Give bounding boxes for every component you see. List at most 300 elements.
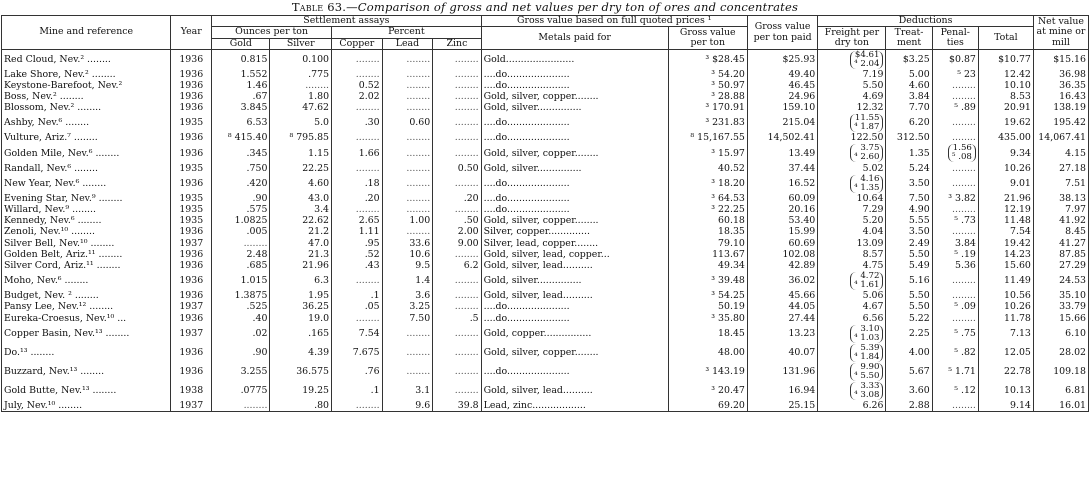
cell-freight [818, 381, 886, 400]
cell-gross: ³ 54.25 [668, 290, 747, 301]
cell-treat: 5.67 [886, 362, 932, 381]
header-year: Year [171, 16, 212, 50]
cell-total: 12.19 [978, 204, 1033, 215]
cell-freight [818, 343, 886, 362]
cell-year: 1936 [171, 69, 212, 80]
cell-gross: ³ 18.20 [668, 174, 747, 193]
bracketed-value: 9.90 [860, 362, 880, 372]
cell-treat: $3.25 [886, 50, 932, 70]
cell-pen: $0.87 [932, 50, 978, 70]
cell-zinc: ........ [433, 271, 481, 290]
cell-treat: 312.50 [886, 133, 932, 144]
cell-gold: .90 [212, 193, 270, 204]
cell-pen: ........ [932, 290, 978, 301]
cell-copper: ........ [332, 271, 383, 290]
cell-copper: ........ [332, 400, 383, 412]
cell-copper: 7.675 [332, 343, 383, 362]
cell-freight [818, 50, 886, 70]
cell-net: 36.35 [1033, 80, 1088, 91]
cell-paid: 53.40 [747, 216, 817, 227]
bracketed-values [850, 272, 883, 290]
cell-copper: .76 [332, 362, 383, 381]
cell-gold: .685 [212, 260, 270, 271]
cell-copper: ........ [332, 103, 383, 114]
cell-silver: 21.96 [270, 260, 332, 271]
cell-metals: Gold, silver, lead.......... [481, 381, 668, 400]
cell-copper: .95 [332, 238, 383, 249]
cell-metals: Gold, silver, lead.......... [481, 290, 668, 301]
cell-copper: .05 [332, 302, 383, 313]
cell-year: 1936 [171, 91, 212, 102]
cell-silver: 36.575 [270, 362, 332, 381]
cell-total: 11.78 [978, 313, 1033, 324]
cell-year: 1936 [171, 271, 212, 290]
cell-total: 10.10 [978, 80, 1033, 91]
cell-year: 1936 [171, 227, 212, 238]
cell-pen: ........ [932, 80, 978, 91]
header-penalties: Penal-ties [932, 27, 978, 50]
bracketed-values [850, 51, 883, 69]
cell-freight: 4.04 [818, 227, 886, 238]
cell-net: 41.92 [1033, 216, 1088, 227]
cell-pen: ³ 3.82 [932, 193, 978, 204]
cell-silver: 19.0 [270, 313, 332, 324]
cell-total: 11.49 [978, 271, 1033, 290]
cell-year: 1937 [171, 324, 212, 343]
table-row [2, 290, 1089, 301]
cell-copper: .52 [332, 249, 383, 260]
cell-total: 12.05 [978, 343, 1033, 362]
cell-copper: 2.65 [332, 216, 383, 227]
cell-gold: .420 [212, 174, 270, 193]
bracketed-value: ⁴ 3.08 [854, 389, 880, 400]
cell-treat: 5.50 [886, 249, 932, 260]
cell-total: $10.77 [978, 50, 1033, 70]
cell-gold: .525 [212, 302, 270, 313]
header-total: Total [978, 27, 1033, 50]
cell-net: 16.43 [1033, 91, 1088, 102]
cell-paid: 20.16 [747, 204, 817, 215]
cell-net: 195.42 [1033, 114, 1088, 133]
cell-treat: 5.00 [886, 69, 932, 80]
table-title: —Comparison of gross and net values per dry ton of ores and concentrates [346, 0, 799, 14]
cell-year: 1935 [171, 193, 212, 204]
cell-copper: 0.52 [332, 80, 383, 91]
cell-gold: 1.552 [212, 69, 270, 80]
table-row [2, 204, 1089, 215]
cell-zinc: ........ [433, 174, 481, 193]
cell-silver: 4.39 [270, 343, 332, 362]
cell-zinc: .20 [433, 193, 481, 204]
cell-copper: 2.02 [332, 91, 383, 102]
cell-treat: 5.16 [886, 271, 932, 290]
cell-paid: 49.40 [747, 69, 817, 80]
cell-copper: 1.11 [332, 227, 383, 238]
cell-mine: Silver Bell, Nev.¹⁰ ........ [2, 238, 171, 249]
bracketed-values [850, 114, 883, 132]
header-gross-value: Gross value per ton [668, 27, 747, 50]
cell-zinc: ........ [433, 249, 481, 260]
bracketed-value: 3.33 [860, 381, 880, 391]
cell-copper: ........ [332, 163, 383, 174]
cell-silver: 22.62 [270, 216, 332, 227]
cell-zinc: 2.00 [433, 227, 481, 238]
cell-lead: 3.25 [382, 302, 433, 313]
cell-freight: 10.64 [818, 193, 886, 204]
cell-lead: ........ [382, 163, 433, 174]
cell-gross: 48.00 [668, 343, 747, 362]
cell-mine: Boss, Nev.² ........ [2, 91, 171, 102]
cell-treat: 7.70 [886, 103, 932, 114]
cell-zinc: ........ [433, 91, 481, 102]
cell-zinc: ........ [433, 69, 481, 80]
cell-metals: ....do..................... [481, 133, 668, 144]
cell-silver: .165 [270, 324, 332, 343]
cell-gold: 1.0825 [212, 216, 270, 227]
table-row [2, 69, 1089, 80]
cell-total: 9.14 [978, 400, 1033, 412]
cell-treat: 5.49 [886, 260, 932, 271]
cell-mine: Ashby, Nev.⁶ ........ [2, 114, 171, 133]
cell-total: 20.91 [978, 103, 1033, 114]
cell-gross: ³ 28.88 [668, 91, 747, 102]
cell-freight: 122.50 [818, 133, 886, 144]
bracketed-value: ⁴ 1.03 [854, 332, 880, 343]
cell-treat: 3.50 [886, 227, 932, 238]
bracketed-value: 4.16 [860, 174, 880, 184]
header-ounces: Ounces per ton [212, 27, 332, 38]
bracketed-values [948, 144, 976, 162]
bracketed-values [850, 344, 883, 362]
cell-metals: ....do..................... [481, 80, 668, 91]
cell-gross: 79.10 [668, 238, 747, 249]
cell-year: 1936 [171, 144, 212, 163]
cell-gold: .750 [212, 163, 270, 174]
cell-mine: July, Nev.¹⁰ ........ [2, 400, 171, 412]
cell-copper: ........ [332, 133, 383, 144]
cell-gold: 1.015 [212, 271, 270, 290]
cell-silver: 36.25 [270, 302, 332, 313]
cell-freight: 5.50 [818, 80, 886, 91]
cell-gross: ³ 50.97 [668, 80, 747, 91]
cell-mine: Golden Belt, Ariz.¹¹ ........ [2, 249, 171, 260]
cell-zinc: ........ [433, 80, 481, 91]
cell-copper: 1.66 [332, 144, 383, 163]
cell-gross: 49.34 [668, 260, 747, 271]
bracketed-value: ⁴ 1.35 [854, 182, 880, 193]
cell-mine: Blossom, Nev.² ........ [2, 103, 171, 114]
cell-pen: ........ [932, 114, 978, 133]
cell-gross: ³ 15.97 [668, 144, 747, 163]
cell-metals: ....do..................... [481, 313, 668, 324]
cell-gross: ³ 22.25 [668, 204, 747, 215]
bracketed-value: ⁴ 5.50 [854, 370, 880, 381]
table-row [2, 103, 1089, 114]
cell-paid: 15.99 [747, 227, 817, 238]
cell-paid: 27.44 [747, 313, 817, 324]
cell-copper: ........ [332, 204, 383, 215]
table-row [2, 381, 1089, 400]
cell-copper: .30 [332, 114, 383, 133]
cell-zinc: .5 [433, 313, 481, 324]
cell-year: 1937 [171, 238, 212, 249]
cell-pen: ........ [932, 174, 978, 193]
cell-mine: Budget, Nev. ² ........ [2, 290, 171, 301]
cell-zinc: ........ [433, 324, 481, 343]
cell-mine: Do.¹³ ........ [2, 343, 171, 362]
cell-year: 1936 [171, 260, 212, 271]
table-row [2, 362, 1089, 381]
cell-lead: ........ [382, 324, 433, 343]
cell-net: 87.85 [1033, 249, 1088, 260]
cell-paid: $25.93 [747, 50, 817, 70]
cell-net: 15.66 [1033, 313, 1088, 324]
cell-treat: 2.88 [886, 400, 932, 412]
cell-gold: .02 [212, 324, 270, 343]
cell-lead: 33.6 [382, 238, 433, 249]
cell-mine: Eureka-Croesus, Nev.¹⁰ ... [2, 313, 171, 324]
cell-treat: 5.55 [886, 216, 932, 227]
cell-year: 1935 [171, 114, 212, 133]
cell-mine: Pansy Lee, Nev.¹² ........ [2, 302, 171, 313]
table-row [2, 193, 1089, 204]
cell-gold: 3.255 [212, 362, 270, 381]
table-row [2, 313, 1089, 324]
cell-lead: 9.6 [382, 400, 433, 412]
cell-metals: ....do..................... [481, 362, 668, 381]
cell-gross: ⁸ 15,167.55 [668, 133, 747, 144]
cell-total: 10.13 [978, 381, 1033, 400]
cell-pen: ⁵ .12 [932, 381, 978, 400]
cell-paid: 131.96 [747, 362, 817, 381]
cell-treat: 4.60 [886, 80, 932, 91]
table-body [2, 50, 1089, 412]
cell-copper: ........ [332, 313, 383, 324]
cell-metals: Lead, zinc.................. [481, 400, 668, 412]
cell-gross: ³ 143.19 [668, 362, 747, 381]
cell-zinc: 9.00 [433, 238, 481, 249]
cell-pen: ⁵ .89 [932, 103, 978, 114]
header-treatment: Treat-ment [886, 27, 932, 50]
cell-gold: 1.46 [212, 80, 270, 91]
cell-gross: 18.35 [668, 227, 747, 238]
cell-lead: ........ [382, 193, 433, 204]
header-zinc: Zinc [433, 38, 481, 49]
cell-paid: 16.94 [747, 381, 817, 400]
cell-paid: 60.09 [747, 193, 817, 204]
bracketed-value: 11.55 [854, 113, 880, 124]
cell-net: 138.19 [1033, 103, 1088, 114]
cell-silver: 0.100 [270, 50, 332, 70]
bracketed-value: ⁵ .08 [952, 152, 972, 163]
cell-total: 21.96 [978, 193, 1033, 204]
cell-gross: ³ 39.48 [668, 271, 747, 290]
cell-gold: 2.48 [212, 249, 270, 260]
table-row [2, 144, 1089, 163]
header-paid: Gross value per ton paid [747, 16, 817, 50]
bracketed-value: ⁴ 1.87 [854, 122, 880, 133]
table-row [2, 227, 1089, 238]
cell-treat: 3.84 [886, 91, 932, 102]
cell-gold: 0.815 [212, 50, 270, 70]
cell-pen: ⁵ 1.71 [932, 362, 978, 381]
values-table [1, 15, 1089, 412]
cell-mine: Lake Shore, Nev.² ........ [2, 69, 171, 80]
cell-metals: Silver, copper.............. [481, 227, 668, 238]
cell-treat: 4.00 [886, 343, 932, 362]
cell-treat: 5.24 [886, 163, 932, 174]
cell-pen [932, 144, 978, 163]
cell-copper: .43 [332, 260, 383, 271]
cell-freight: 5.02 [818, 163, 886, 174]
cell-lead: ........ [382, 204, 433, 215]
cell-gold: .40 [212, 313, 270, 324]
cell-lead: ........ [382, 144, 433, 163]
cell-treat: 2.49 [886, 238, 932, 249]
table-row [2, 50, 1089, 70]
cell-mine: Vulture, Ariz.⁷ ........ [2, 133, 171, 144]
cell-silver: .775 [270, 69, 332, 80]
cell-gross: ³ 20.47 [668, 381, 747, 400]
cell-lead: ........ [382, 174, 433, 193]
cell-pen: ........ [932, 227, 978, 238]
cell-silver: 43.0 [270, 193, 332, 204]
cell-mine: Gold Butte, Nev.¹³ ........ [2, 381, 171, 400]
cell-gold: .575 [212, 204, 270, 215]
table-row [2, 91, 1089, 102]
cell-freight: 4.69 [818, 91, 886, 102]
cell-net: 6.10 [1033, 324, 1088, 343]
cell-net: 27.18 [1033, 163, 1088, 174]
cell-metals: Gold, silver............... [481, 103, 668, 114]
cell-gold: ⁸ 415.40 [212, 133, 270, 144]
cell-zinc: ........ [433, 290, 481, 301]
table-row [2, 216, 1089, 227]
cell-silver: .80 [270, 400, 332, 412]
cell-freight: 5.06 [818, 290, 886, 301]
cell-lead: 9.5 [382, 260, 433, 271]
cell-year: 1936 [171, 362, 212, 381]
cell-lead: 1.00 [382, 216, 433, 227]
header-mine: Mine and reference [2, 16, 171, 50]
cell-silver: 1.95 [270, 290, 332, 301]
bracketed-values [850, 382, 883, 400]
cell-gold: .005 [212, 227, 270, 238]
cell-zinc: ........ [433, 50, 481, 70]
bracketed-values [850, 325, 883, 343]
table-row [2, 324, 1089, 343]
table-row [2, 163, 1089, 174]
header-silver: Silver [270, 38, 332, 49]
cell-silver: 1.15 [270, 144, 332, 163]
cell-gold: 3.845 [212, 103, 270, 114]
cell-total: 7.13 [978, 324, 1033, 343]
cell-freight [818, 271, 886, 290]
cell-metals: Gold, silver, copper........ [481, 144, 668, 163]
cell-paid: 25.15 [747, 400, 817, 412]
cell-metals: ....do..................... [481, 204, 668, 215]
cell-freight: 12.32 [818, 103, 886, 114]
cell-net: 36.98 [1033, 69, 1088, 80]
cell-treat: 3.60 [886, 381, 932, 400]
cell-paid: 159.10 [747, 103, 817, 114]
cell-net: 4.15 [1033, 144, 1088, 163]
bracketed-value: ⁴ 2.60 [854, 152, 880, 163]
header-percent: Percent [332, 27, 482, 38]
cell-copper: .18 [332, 174, 383, 193]
table-row [2, 133, 1089, 144]
cell-lead: ........ [382, 343, 433, 362]
cell-year: 1936 [171, 290, 212, 301]
table-row [2, 343, 1089, 362]
cell-lead: ........ [382, 69, 433, 80]
cell-total: 15.60 [978, 260, 1033, 271]
cell-net: 33.79 [1033, 302, 1088, 313]
cell-gross: ³ 231.83 [668, 114, 747, 133]
table-caption [0, 0, 1090, 15]
cell-year: 1937 [171, 302, 212, 313]
cell-treat: 5.22 [886, 313, 932, 324]
cell-pen: ........ [932, 313, 978, 324]
cell-paid: 16.52 [747, 174, 817, 193]
cell-metals: Gold, silver............... [481, 163, 668, 174]
cell-paid: 60.69 [747, 238, 817, 249]
bracketed-values [850, 175, 883, 193]
cell-gross: 60.18 [668, 216, 747, 227]
cell-metals: ....do..................... [481, 302, 668, 313]
cell-net: 28.02 [1033, 343, 1088, 362]
cell-zinc: ........ [433, 114, 481, 133]
cell-gold: .67 [212, 91, 270, 102]
cell-freight [818, 174, 886, 193]
cell-paid: 102.08 [747, 249, 817, 260]
cell-total: 14.23 [978, 249, 1033, 260]
cell-mine: Red Cloud, Nev.² ........ [2, 50, 171, 70]
cell-zinc: 39.8 [433, 400, 481, 412]
cell-net: 7.51 [1033, 174, 1088, 193]
cell-mine: Moho, Nev.⁶ ........ [2, 271, 171, 290]
cell-metals: Silver, lead, copper........ [481, 238, 668, 249]
bracketed-value: 4.72 [860, 271, 880, 281]
cell-freight [818, 144, 886, 163]
cell-net: 14,067.41 [1033, 133, 1088, 144]
cell-silver: 4.60 [270, 174, 332, 193]
bracketed-value: 3.75 [860, 143, 880, 154]
cell-pen: ........ [932, 271, 978, 290]
cell-mine: Willard, Nev.⁹ ........ [2, 204, 171, 215]
cell-pen: ⁵ .09 [932, 302, 978, 313]
cell-mine: Zenoli, Nev.¹⁰ ........ [2, 227, 171, 238]
cell-pen: ........ [932, 91, 978, 102]
cell-freight [818, 114, 886, 133]
cell-lead: 3.1 [382, 381, 433, 400]
cell-lead: 7.50 [382, 313, 433, 324]
cell-silver: 19.25 [270, 381, 332, 400]
cell-silver: 21.3 [270, 249, 332, 260]
cell-year: 1938 [171, 381, 212, 400]
cell-total: 19.62 [978, 114, 1033, 133]
cell-net: 7.97 [1033, 204, 1088, 215]
table-row [2, 302, 1089, 313]
cell-metals: Gold, silver, lead, copper... [481, 249, 668, 260]
cell-silver: 47.62 [270, 103, 332, 114]
table-row [2, 249, 1089, 260]
cell-zinc: ........ [433, 144, 481, 163]
cell-treat: 4.90 [886, 204, 932, 215]
cell-gross: ³ 35.80 [668, 313, 747, 324]
cell-gold: ........ [212, 400, 270, 412]
cell-freight: 6.26 [818, 400, 886, 412]
